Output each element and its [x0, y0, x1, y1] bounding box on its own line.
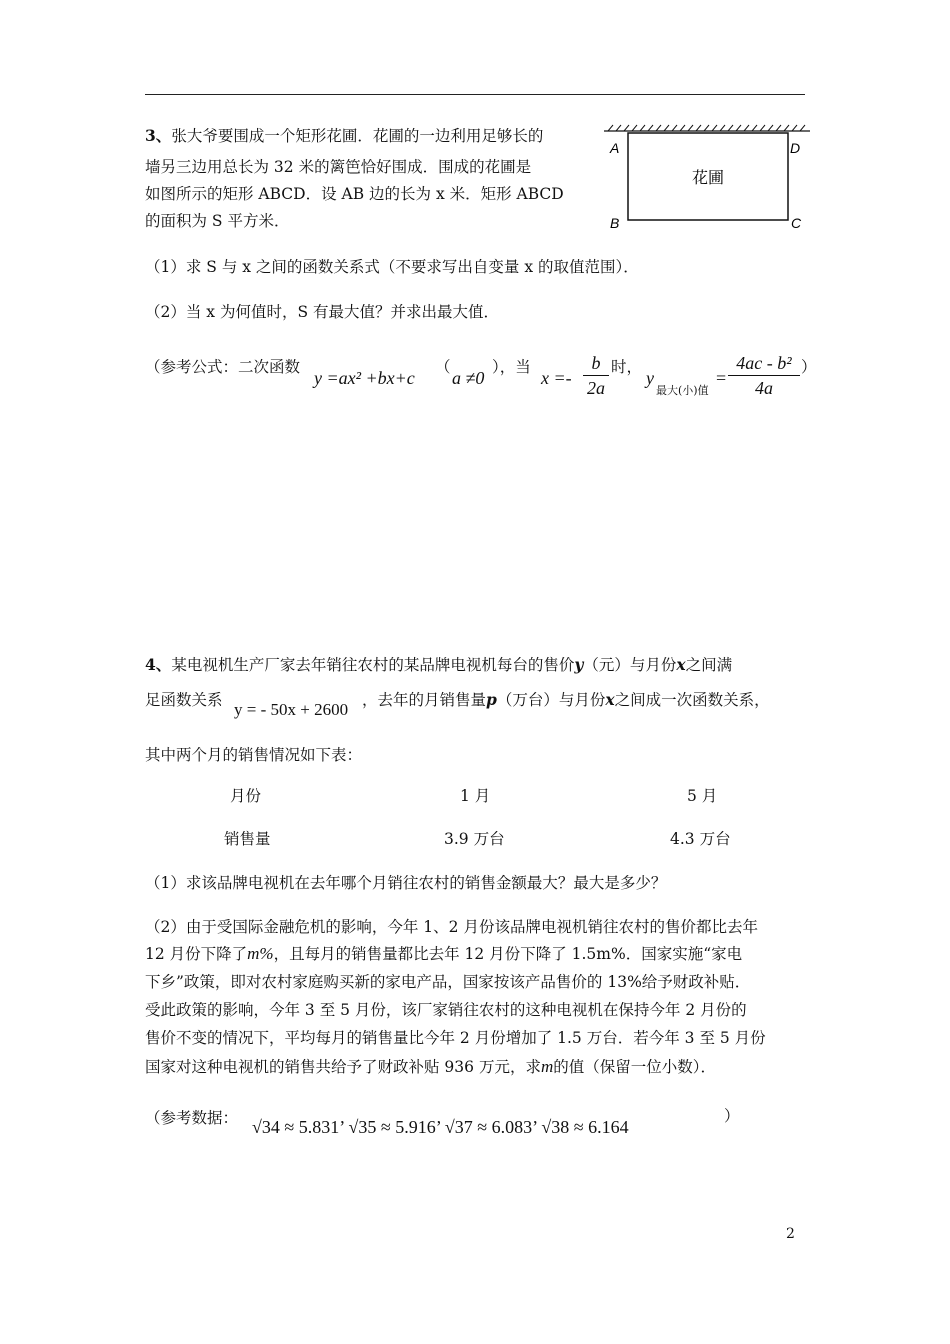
page-number: 2 [786, 1226, 795, 1242]
q3-formula-x-eq: x =- [541, 368, 572, 388]
q3-line2: 墙另三边用总长为 32 米的篱笆恰好围成．围成的花圃是 [145, 158, 532, 176]
q4-text-1c: 之间满 [685, 656, 733, 674]
q3-formula-when: 时， [611, 358, 643, 376]
hatch-mark [712, 125, 717, 131]
ref-sep-1: ’ [339, 1117, 345, 1137]
q4-var-x: x [676, 655, 686, 674]
hatch-mark [632, 125, 637, 131]
ref-sqrt38: √38 ≈ 6.164 [541, 1117, 629, 1137]
corner-b-label: B [610, 215, 620, 231]
q4-line2-equation: y = - 50x + 2600 [234, 700, 349, 719]
q3-line3: 如图所示的矩形 ABCD．设 AB 边的长为 x 米．矩形 ABCD [145, 185, 564, 203]
hatch-mark [688, 125, 693, 131]
table-sales-1: 3.9 万台 [444, 830, 505, 848]
q4-line1 [145, 655, 732, 675]
q4-sub2-line6 [145, 1057, 716, 1077]
q4-sub2-2b: ，且每月的销售量都比去年 12 月份下降了 1.5m%．国家实施“家电 [273, 945, 743, 963]
hatch-mark [616, 125, 621, 131]
q3-number: 3 [145, 126, 156, 145]
q4-text-2d: 之间成一次函数关系， [614, 691, 770, 709]
q4-line3: 其中两个月的销售情况如下表： [145, 746, 363, 764]
hatch-mark [784, 125, 789, 131]
q3-formula-func: y =ax² +bx+c [314, 368, 415, 388]
q4-line2-rest [362, 690, 770, 710]
hatch-mark [728, 125, 733, 131]
q3-formula-cond-open: （ [435, 358, 451, 376]
q3-text-1: 张大爷要围成一个矩形花圃．花圃的一边利用足够长的 [171, 127, 544, 145]
frac1-denominator: 2a [587, 378, 605, 398]
q3-line4: 的面积为 S 平方米． [145, 212, 290, 230]
ref-sep-3: ’ [532, 1117, 538, 1137]
ref-sqrt35: √35 ≈ 5.916 [348, 1117, 436, 1137]
q4-number: 4 [145, 655, 156, 674]
q4-var-x2: x [605, 690, 615, 709]
q4-text-2b: ，去年的月销售量 [362, 691, 487, 709]
frac2-denominator: 4a [755, 378, 773, 398]
q4-sub2-line4: 受此政策的影响，今年 3 至 5 月份，该厂家销往农村的这种电视机在保持今年 2 月份的 [145, 1001, 747, 1019]
hatch-mark [624, 125, 629, 131]
q3-line1 [145, 126, 543, 146]
hatch-mark [608, 125, 613, 131]
table-month-5: 5 月 [687, 787, 718, 805]
q3-frac-vertex [728, 352, 800, 399]
hatch-mark [792, 125, 797, 131]
hatch-mark [776, 125, 781, 131]
frac2-numerator: 4ac - b² [736, 353, 792, 373]
q4-sep: 、 [155, 655, 172, 674]
q4-var-y: y [574, 655, 584, 674]
hatch-mark [704, 125, 709, 131]
hatch-mark [648, 125, 653, 131]
q4-sub2-6a: 国家对这种电视机的销售共给予了财政补贴 936 万元，求 [145, 1058, 541, 1076]
q3-sep: 、 [155, 126, 172, 145]
hatch-mark [640, 125, 645, 131]
q3-formula-cond: a ≠0 [452, 368, 485, 388]
q4-sub2-line1: （2）由于受国际金融危机的影响，今年 1、2 月份该品牌电视机销往农村的售价都比去年 [145, 918, 758, 936]
q3-formula-y-sub: 最大(小)值 [656, 384, 709, 397]
ref-sqrt34: √34 ≈ 5.831 [252, 1117, 340, 1137]
table-month-1: 1 月 [460, 787, 491, 805]
q4-sub1: （1）求该品牌电视机在去年哪个月销往农村的销售金额最大？最大是多少？ [145, 874, 667, 892]
q4-sub2-6b: 的值（保留一位小数）． [553, 1058, 716, 1076]
q4-sub2-line3: 下乡”政策，即对农村家庭购买新的家电产品，国家按该产品售价的 13%给予财政补贴． [145, 973, 751, 991]
hatch-mark [760, 125, 765, 131]
table-header-month: 月份 [230, 787, 262, 805]
ref-sep-2: ’ [435, 1117, 442, 1137]
q4-line2a: 足函数关系 [145, 691, 223, 709]
q4-ref-data [252, 1117, 629, 1137]
q3-sub2: （2）当 x 为何值时，S 有最大值？并求出最大值． [145, 303, 500, 321]
table-sales-5: 4.3 万台 [670, 830, 731, 848]
ref-sqrt37: √37 ≈ 6.083 [444, 1117, 533, 1137]
hatch-mark [672, 125, 677, 131]
wall-hatching [608, 125, 805, 131]
frac1-numerator: b [591, 353, 601, 373]
corner-c-label: C [791, 215, 802, 231]
q4-var-p: p [486, 690, 497, 709]
q3-formula-y: y [646, 368, 654, 388]
q3-frac-b-over-2a [583, 352, 609, 399]
q4-text-1b: （元）与月份 [583, 656, 677, 674]
hatch-mark [800, 125, 805, 131]
hatch-mark [656, 125, 661, 131]
hatch-mark [720, 125, 725, 131]
q4-sub2-m: m [540, 1057, 554, 1076]
hatch-mark [768, 125, 773, 131]
q3-formula-prefix: （参考公式：二次函数 [145, 358, 301, 376]
q3-formula-eq: = [716, 368, 727, 388]
q3-sub1: （1）求 S 与 x 之间的函数关系式（不要求写出自变量 x 的取值范围）． [145, 258, 639, 276]
corner-a-label: A [610, 140, 620, 156]
garden-figure [600, 122, 812, 234]
hatch-mark [736, 125, 741, 131]
q4-text-1a: 某电视机生产厂家去年销往农村的某品牌电视机每台的售价 [171, 656, 575, 674]
hatch-mark [752, 125, 757, 131]
q4-sub2-m-percent: m% [247, 944, 274, 963]
table-header-sales: 销售量 [224, 830, 271, 848]
q4-ref-suffix: ） [724, 1107, 740, 1125]
hatch-mark [744, 125, 749, 131]
hatch-mark [664, 125, 669, 131]
header-rule [145, 94, 805, 95]
frac2-bar [728, 375, 800, 376]
q4-ref-prefix: （参考数据： [145, 1109, 239, 1127]
hatch-mark [680, 125, 685, 131]
hatch-mark [696, 125, 701, 131]
q4-sub2-line5: 售价不变的情况下，平均每月的销售量比今年 2 月份增加了 1.5 万台．若今年 3 至 5 月份 [145, 1029, 766, 1047]
q3-formula-when-x: ），当 [492, 358, 531, 376]
q4-text-2c: （万台）与月份 [496, 691, 606, 709]
frac1-bar [583, 375, 609, 376]
q3-formula-suffix: ） [801, 358, 817, 376]
garden-label: 花圃 [691, 170, 725, 187]
q4-sub2-line2 [145, 944, 742, 964]
corner-d-label: D [790, 140, 801, 156]
q4-sub2-2a: 12 月份下降了 [145, 945, 248, 963]
